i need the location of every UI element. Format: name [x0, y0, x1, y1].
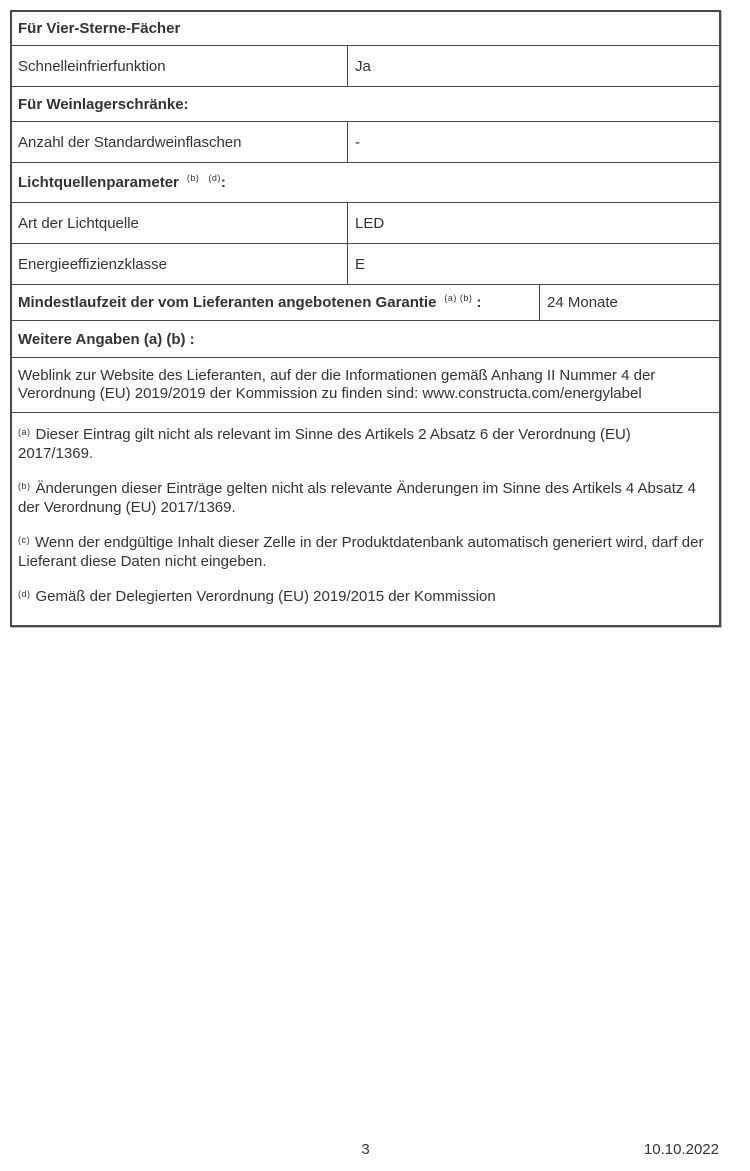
data-row-energieeffizienzklasse: [12, 243, 719, 284]
section-row-weinlagerschraenke: [12, 86, 719, 121]
section-row-vier-sterne-faecher: [12, 12, 719, 45]
footnote-ref-b: (b): [186, 172, 200, 183]
weblink-row: [12, 357, 719, 412]
page-number: 3: [361, 1141, 370, 1158]
footnote-a: [18, 426, 709, 462]
row-label: Anzahl der Standardweinflaschen: [12, 122, 348, 162]
footnotes-block: [12, 412, 719, 607]
footnote-ref-d: (d): [208, 172, 221, 183]
row-label-text: Mindestlaufzeit der vom Lieferanten angebotenen Garantie: [18, 294, 437, 311]
footnote-text: Änderungen dieser Einträge gelten nicht als relevante Änderungen im Sinne des Artikels 4 Absatz 4 der Verordnung (EU) 2017/1369.: [18, 480, 696, 516]
section-row-weitere-angaben: [12, 320, 719, 357]
page-footer: [10, 1141, 721, 1159]
footnote-text: Gemäß der Delegierten Verordnung (EU) 2019/2015 der Kommission: [35, 588, 496, 605]
footnote-c: [18, 534, 709, 570]
row-label: Art der Lichtquelle: [12, 203, 348, 243]
section-row-lichtquellenparameter: [12, 162, 719, 202]
data-row-standardweinflaschen: [12, 121, 719, 162]
footnote-ref-a-b: (a) (b): [444, 292, 473, 303]
footnote-text: Dieser Eintrag gilt nicht als relevant im Sinne des Artikels 2 Absatz 6 der Verordnung (EU) 2017/1369.: [18, 426, 631, 462]
footer-date: 10.10.2022: [643, 1141, 719, 1158]
row-label: Schnelleinfrierfunktion: [12, 46, 348, 86]
section-title-text: Lichtquellenparameter: [18, 174, 179, 191]
footnote-marker-a: (a): [18, 427, 31, 437]
footnote-marker-c: (c): [18, 535, 30, 545]
data-row-schnelleinfrierfunktion: [12, 45, 719, 86]
row-value: LED: [355, 214, 385, 232]
footnote-marker-b: (b): [18, 481, 31, 491]
section-title-colon: :: [220, 174, 226, 191]
row-value: E: [355, 255, 366, 273]
section-title: Für Weinlagerschränke:: [18, 95, 189, 113]
product-info-table: [10, 10, 721, 627]
footnote-marker-d: (d): [18, 589, 31, 599]
data-row-art-der-lichtquelle: [12, 202, 719, 243]
row-label-colon: :: [476, 294, 482, 311]
row-label: Energieeffizienzklasse: [12, 244, 348, 284]
footnote-d: [18, 588, 709, 607]
weblink-text: Weblink zur Website des Lieferanten, auf der die Informationen gemäß Anhang II Nummer 4 der Verordnung (EU) 2019/2019 der Kommission zu finden sind: www.constructa.com/energylabel: [18, 367, 656, 402]
footnote-text: Wenn der endgültige Inhalt dieser Zelle in der Produktdatenbank automatisch generiert wird, darf der Lieferant diese Daten nicht eingeben.: [18, 534, 704, 570]
row-label: [12, 285, 540, 320]
footnote-b: [18, 480, 709, 516]
row-value: 24 Monate: [547, 294, 618, 311]
section-title: [12, 163, 719, 202]
row-value: Ja: [355, 57, 371, 75]
section-title: Weitere Angaben (a) (b) :: [18, 330, 195, 348]
row-value: -: [355, 133, 360, 151]
section-title: Für Vier-Sterne-Fächer: [18, 20, 181, 37]
data-row-garantie: [12, 284, 719, 320]
